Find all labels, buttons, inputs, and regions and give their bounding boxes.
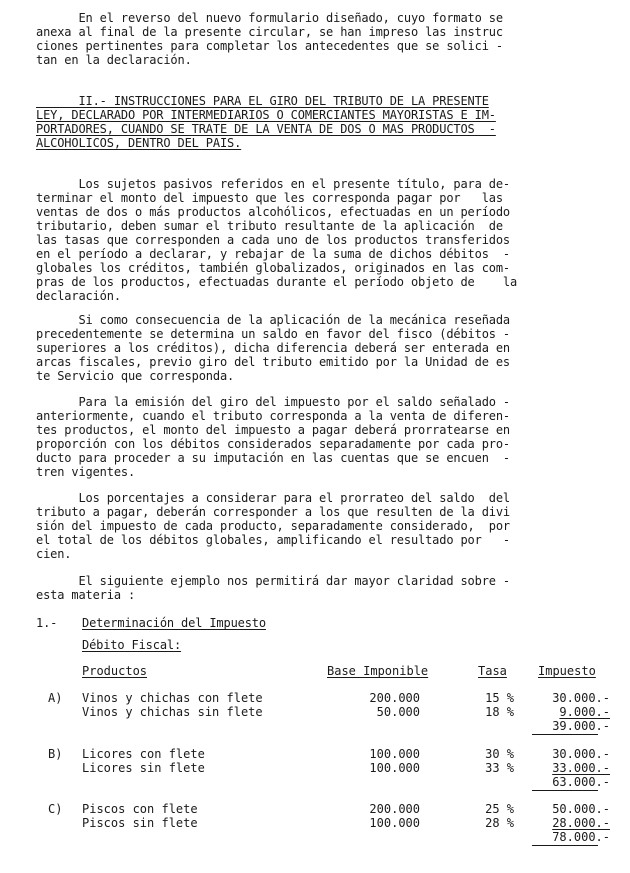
paragraph-line: precedentemente se determina un saldo en favor del fisco (débitos - <box>36 327 510 341</box>
row-product: Vinos y chichas con flete <box>82 691 263 705</box>
total-divider <box>532 734 598 735</box>
row-base: 100.000 <box>369 816 420 830</box>
row-base: 200.000 <box>369 691 420 705</box>
row-base: 100.000 <box>369 747 420 761</box>
group-letter: B) <box>48 747 63 761</box>
row-tax: 50.000.- <box>552 802 610 816</box>
row-base: 200.000 <box>369 802 420 816</box>
row-rate: 33 % <box>485 761 514 775</box>
header-base: Base Imponible <box>327 664 429 678</box>
paragraph-line: tren vigentes. <box>36 465 136 479</box>
paragraph-line: esta materia : <box>36 588 136 602</box>
row-tax: 9.000.- <box>559 705 610 719</box>
row-rate: 25 % <box>485 802 514 816</box>
paragraph-line: Los sujetos pasivos referidos en el presente título, para de- <box>36 177 510 191</box>
paragraph-line: arcas fiscales, previo giro del tributo emitido por la Unidad de es <box>36 355 510 369</box>
paragraph-line: las tasas que corresponden a cada uno de los productos transferidos <box>36 233 510 247</box>
heading-line: ALCOHOLICOS, DENTRO DEL PAIS. <box>36 136 242 150</box>
paragraph-line: cien. <box>36 547 72 561</box>
row-rate: 18 % <box>485 705 514 719</box>
group-letter: C) <box>48 802 63 816</box>
paragraph-line: tes productos, el monto del impuesto a pagar deberá prorratearse en <box>36 423 510 437</box>
paragraph-line: Si como consecuencia de la aplicación de la mecánica reseñada <box>36 313 510 327</box>
paragraph-line: ventas de dos o más productos alcohólicos, efectuadas en un período <box>36 205 510 219</box>
total-double-rule <box>545 793 598 798</box>
paragraph-line: el total de los débitos globales, amplificando el resultado por - <box>36 533 510 547</box>
row-tax: 28.000.- <box>552 816 610 830</box>
row-rate: 15 % <box>485 691 514 705</box>
row-rate: 30 % <box>485 747 514 761</box>
paragraph-line: Para la emisión del giro del impuesto por el saldo señalado - <box>36 395 510 409</box>
paragraph-line: superiores a los créditos), dicha diferencia deberá ser enterada en <box>36 341 510 355</box>
paragraph-line: globales los créditos, también globalizados, originados en las com- <box>36 261 510 275</box>
paragraph-line: en el período a declarar, y rebajar de la suma de dichos débitos - <box>36 247 510 261</box>
intro-line: ciones pertinentes para completar los antecedentes que se solici - <box>36 39 503 53</box>
row-rate: 28 % <box>485 816 514 830</box>
row-tax: 30.000.- <box>552 747 610 761</box>
row-tax: 30.000.- <box>552 691 610 705</box>
total-double-rule <box>545 737 598 742</box>
example-number: 1.- <box>36 616 58 630</box>
heading-line: II.- INSTRUCCIONES PARA EL GIRO DEL TRIBUTO DE LA PRESENTE <box>36 94 489 108</box>
total-double-rule <box>545 848 598 853</box>
total-divider <box>532 790 598 791</box>
row-product: Piscos con flete <box>82 802 198 816</box>
intro-line: tan en la declaración. <box>36 53 192 67</box>
paragraph-line: terminar el monto del impuesto que les corresponda pagar por las <box>36 191 503 205</box>
paragraph-line: tributario, deben sumar el tributo resultante de la aplicación de <box>36 219 503 233</box>
row-product: Vinos y chichas sin flete <box>82 705 263 719</box>
row-product: Piscos sin flete <box>82 816 198 830</box>
group-total: 63.000.- <box>552 775 610 789</box>
intro-line: anexa al final de la presente circular, se han impreso las instruc <box>36 25 503 39</box>
paragraph-line: Los porcentajes a considerar para el prorrateo del saldo del <box>36 491 510 505</box>
heading-line: PORTADORES, CUANDO SE TRATE DE LA VENTA DE DOS O MAS PRODUCTOS - <box>36 122 496 136</box>
row-base: 100.000 <box>369 761 420 775</box>
paragraph-line: declaración. <box>36 289 121 303</box>
intro-line: En el reverso del nuevo formulario diseñado, cuyo formato se <box>36 11 503 25</box>
example-title: Determinación del Impuesto <box>82 616 266 630</box>
row-product: Licores con flete <box>82 747 205 761</box>
paragraph-line: anteriormente, cuando el tributo corresponda a la venta de diferen- <box>36 409 510 423</box>
paragraph-line: pras de los productos, efectuadas durante el período objeto de la <box>36 275 518 289</box>
paragraph-line: tributo a pagar, deberán corresponder a los que resulten de la divi <box>36 505 510 519</box>
paragraph-line: El siguiente ejemplo nos permitirá dar mayor claridad sobre - <box>36 574 510 588</box>
paragraph-line: te Servicio que corresponda. <box>36 369 235 383</box>
group-letter: A) <box>48 691 63 705</box>
row-product: Licores sin flete <box>82 761 205 775</box>
paragraph-line: proporción con los débitos considerados separadamente por cada pro- <box>36 437 510 451</box>
header-tax: Impuesto <box>538 664 596 678</box>
header-rate: Tasa <box>478 664 507 678</box>
group-total: 78.000.- <box>552 830 610 844</box>
group-total: 39.000.- <box>552 719 610 733</box>
heading-line: LEY, DECLARADO POR INTERMEDIARIOS O COMERCIANTES MAYORISTAS E IM- <box>36 108 496 122</box>
example-subtitle: Débito Fiscal: <box>82 638 182 652</box>
header-products: Productos <box>82 664 148 678</box>
paragraph-line: sión del impuesto de cada producto, separadamente considerado, por <box>36 519 510 533</box>
row-base: 50.000 <box>376 705 420 719</box>
total-divider <box>532 845 598 846</box>
paragraph-line: ducto para proceder a su imputación en las cuentas que se encuen - <box>36 451 510 465</box>
row-tax: 33.000.- <box>552 761 610 775</box>
